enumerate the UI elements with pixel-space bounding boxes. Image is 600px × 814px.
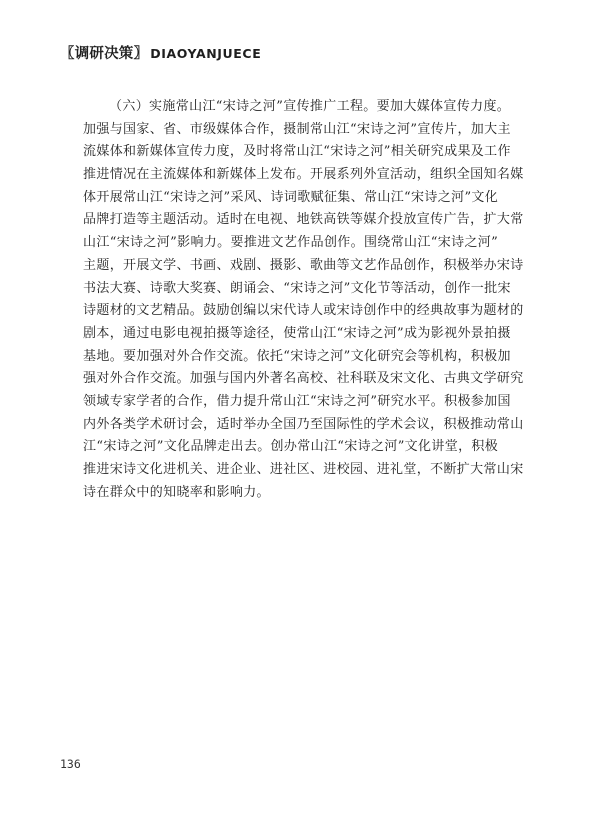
text-line: 江“宋诗之河”文化品牌走出去。创办常山江“宋诗之河”文化讲堂，积极 (83, 439, 499, 455)
page-number: 136 (60, 757, 81, 771)
text-line: 推进宋诗文化进机关、进企业、进社区、进校园、进礼堂，不断扩大常山宋 (83, 462, 524, 477)
header-open-bracket: 〖 (60, 45, 75, 62)
text-line: 推进情况在主流媒体和新媒体上发布。开展系列外宣活动，组织全国知名媒 (83, 167, 524, 183)
text-line: 品牌打造等主题活动。适时在电视、地铁高铁等媒介投放宣传广告，扩大常 (83, 212, 524, 228)
text-line: 主题，开展文学、书画、戏剧、摄影、歌曲等文艺作品创作，积极举办宋诗 (83, 257, 524, 273)
running-header (60, 42, 261, 63)
text-line: 流媒体和新媒体宣传力度，及时将常山江“宋诗之河”相关研究成果及工作 (83, 144, 511, 160)
text-line: 体开展常山江“宋诗之河”采风、诗词歌赋征集、常山江“宋诗之河”文化 (83, 189, 499, 205)
text-line: 山江“宋诗之河”影响力。要推进文艺作品创作。围绕常山江“宋诗之河” (83, 235, 499, 251)
text-line: （六）实施常山江“宋诗之河”宣传推广工程。要加大媒体宣传力度。 (109, 99, 511, 114)
text-line: 强对外合作交流。加强与国内外著名高校、社科联及宋文化、古典文学研究 (83, 371, 524, 387)
article-body (83, 96, 533, 504)
text-line: 诗题材的文艺精品。鼓励创编以宋代诗人或宋诗创作中的经典故事为题材的 (83, 303, 524, 319)
text-line: 领域专家学者的合作，借力提升常山江“宋诗之河”研究水平。积极参加国 (83, 393, 511, 409)
header-close-bracket: 〗 (133, 45, 149, 62)
text-line: 加强与国家、省、市级媒体合作，摄制常山江“宋诗之河”宣传片，加大主 (83, 121, 511, 137)
header-title-chinese: 调研决策 (74, 45, 134, 62)
text-line: 内外各类学术研讨会，适时举办全国乃至国际性的学术会议，积极推动常山 (83, 416, 524, 432)
header-title-latin: DIAOYANJUECE (150, 46, 262, 61)
text-line: 诗在群众中的知晓率和影响力。 (83, 484, 270, 500)
text-line: 基地。要加强对外合作交流。依托“宋诗之河”文化研究会等机构，积极加 (83, 348, 511, 364)
text-line: 剧本，通过电影电视拍摄等途径，使常山江“宋诗之河”成为影视外景拍摄 (83, 325, 511, 341)
text-line: 书法大赛、诗歌大奖赛、朗诵会、“宋诗之河”文化节等活动，创作一批宋 (83, 280, 511, 296)
